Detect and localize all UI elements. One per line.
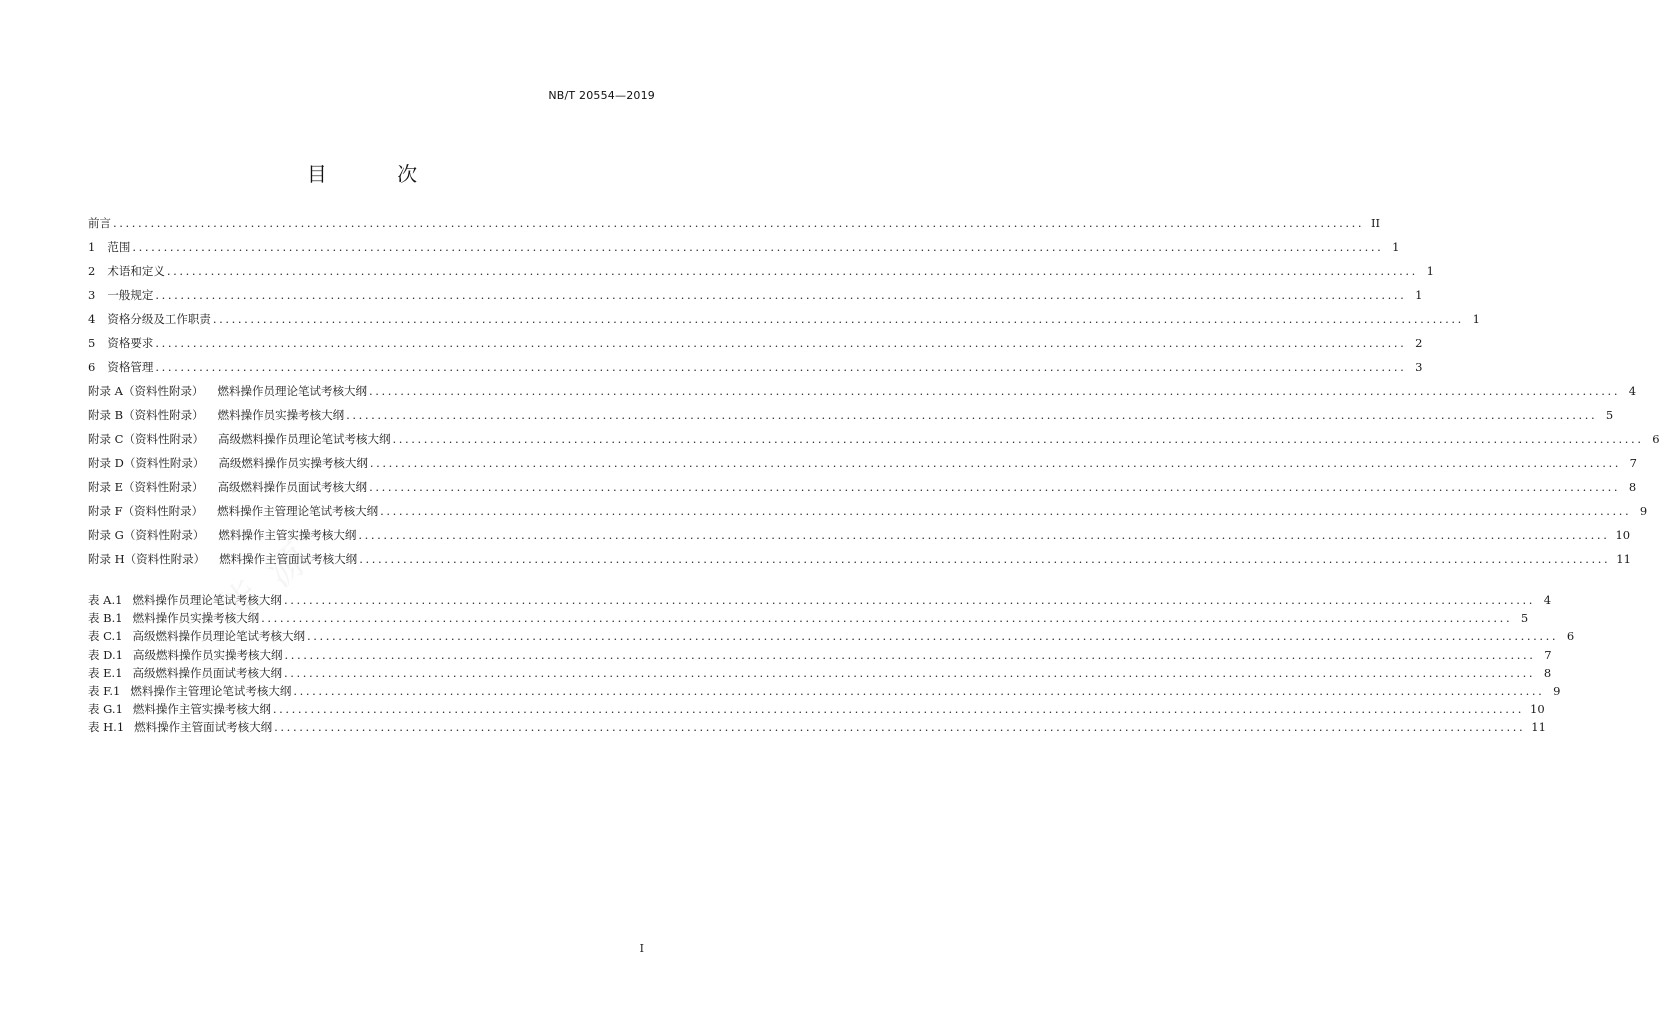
document-code: NB/T 20554—2019 [548,89,655,102]
toc-entry-label: 前言 [88,216,111,230]
table-entry-number: 表 C.1 [88,629,123,644]
toc-entry-6[interactable] [88,360,1423,384]
toc-entry-label: 高级燃料操作员实操考核大纲 [218,456,368,470]
toc-entry-appendix-e[interactable] [88,480,1637,504]
table-entry-number: 表 G.1 [88,702,123,717]
toc-entry-page: 11 [1616,552,1631,566]
table-entry-label: 高级燃料操作员实操考核大纲 [132,647,283,662]
toc-entry-label: 术语和定义 [107,264,165,278]
toc-entry-3[interactable] [88,288,1423,312]
table-entry-c1[interactable] [88,629,1575,647]
toc-entry-label: 资格分级及工作职责 [107,312,211,326]
toc-entry-number: 4 [88,312,96,326]
toc-entry-4[interactable] [88,312,1480,336]
table-entry-g1[interactable] [88,702,1545,720]
toc-entry-appendix-c[interactable] [88,432,1660,456]
toc-entry-label: 范围 [107,240,131,254]
page-title: 目 次 [306,162,450,186]
toc-entry-page: II [1371,216,1381,230]
toc-entry-label: 燃料操作主管实操考核大纲 [218,528,357,542]
toc-entry-1[interactable] [88,240,1400,264]
toc-leader-dots: ........................................................................................................................................................................................................ [284,665,1536,680]
table-entry-label: 燃料操作主管理论笔试考核大纲 [130,683,292,698]
toc-main-list [88,216,1660,576]
toc-entry-page: 1 [1415,288,1423,302]
toc-entry-page: 10 [1615,528,1631,542]
toc-entry-page: 5 [1605,408,1614,422]
toc-leader-dots: ........................................................................................................................................................................................................ [166,264,1418,278]
toc-leader-dots: ........................................................................................................................................................................................................ [369,480,1621,494]
toc-leader-dots: ........................................................................................................................................................................................................ [380,504,1632,518]
toc-entry-label: 高级燃料操作员理论笔试考核大纲 [217,432,391,446]
toc-leader-dots: ........................................................................................................................................................................................................ [358,528,1610,542]
table-entry-number: 表 A.1 [88,593,123,607]
toc-entry-page: 7 [1629,456,1637,470]
table-entry-label: 高级燃料操作员理论笔试考核大纲 [132,629,306,644]
table-entry-page: 10 [1530,702,1545,717]
toc-entry-number: 附录 B（资料性附录） [88,408,204,422]
toc-entry-number: 附录 F（资料性附录） [88,504,204,518]
table-entry-number: 表 B.1 [88,611,123,626]
toc-leader-dots: ........................................................................................................................................................................................................ [155,288,1407,302]
toc-entry-number: 2 [88,264,96,278]
toc-entry-page: 3 [1415,360,1423,374]
toc-entry-label: 燃料操作员实操考核大纲 [217,408,345,422]
toc-entry-number: 附录 A（资料性附录） [88,384,204,398]
toc-entry-2[interactable] [88,264,1434,288]
toc-entry-number: 附录 E（资料性附录） [88,480,204,494]
toc-entry-appendix-d[interactable] [88,456,1637,480]
toc-entry-page: 1 [1426,264,1434,278]
toc-entry-page: 2 [1415,336,1423,350]
table-entry-page: 11 [1531,720,1546,735]
table-entry-number: 表 E.1 [88,665,123,680]
toc-entry-page: 9 [1639,504,1648,518]
toc-leader-dots: ........................................................................................................................................................................................................ [307,629,1559,644]
toc-leader-dots: ........................................................................................................................................................................................................ [272,702,1525,717]
toc-entry-label: 燃料操作主管面试考核大纲 [219,552,358,566]
toc-entry-label: 一般规定 [107,288,154,302]
toc-entry-number: 附录 H（资料性附录） [88,552,206,566]
footer-page-number: I [639,942,644,955]
toc-leader-dots: ........................................................................................................................................................................................................ [132,240,1384,254]
toc-entry-page: 6 [1652,432,1660,446]
table-entry-e1[interactable] [88,665,1552,684]
table-entry-a1[interactable] [88,593,1552,611]
table-entry-b1[interactable] [88,611,1529,629]
toc-entry-page: 4 [1628,384,1637,398]
table-entry-page: 5 [1520,611,1529,626]
table-entry-page: 7 [1544,647,1552,662]
table-entry-label: 燃料操作员理论笔试考核大纲 [132,593,282,607]
table-entry-label: 高级燃料操作员面试考核大纲 [132,665,283,680]
toc-entry-number: 附录 D（资料性附录） [88,456,205,470]
toc-entry-appendix-a[interactable] [88,384,1637,408]
toc-entry-page: 1 [1392,240,1400,254]
toc-leader-dots: ........................................................................................................................................................................................................ [346,408,1598,422]
toc-entry-number: 3 [88,288,96,302]
toc-entry-label: 燃料操作主管理论笔试考核大纲 [217,504,379,518]
toc-entry-label: 燃料操作员理论笔试考核大纲 [217,384,367,398]
table-entry-label: 燃料操作员实操考核大纲 [132,611,260,626]
toc-entry-number: 附录 C（资料性附录） [88,432,204,446]
toc-leader-dots: ........................................................................................................................................................................................................ [274,720,1526,735]
toc-leader-dots: ........................................................................................................................................................................................................ [261,611,1513,626]
toc-entry-5[interactable] [88,336,1423,360]
toc-leader-dots: ........................................................................................................................................................................................................ [368,384,1621,398]
toc-entry-appendix-g[interactable] [88,528,1631,552]
toc-entry-number: 1 [88,240,96,254]
toc-entry-appendix-b[interactable] [88,408,1614,432]
toc-leader-dots: ........................................................................................................................................................................................................ [283,593,1536,607]
table-entry-label: 燃料操作主管面试考核大纲 [134,720,273,735]
table-entry-d1[interactable] [88,647,1552,666]
toc-leader-dots: ........................................................................................................................................................................................................ [113,216,1365,230]
table-entry-page: 8 [1543,665,1552,680]
toc-leader-dots: ........................................................................................................................................................................................................ [284,647,1536,662]
toc-leader-dots: ........................................................................................................................................................................................................ [359,552,1611,566]
toc-entry-label: 资格管理 [107,360,154,374]
toc-leader-dots: ........................................................................................................................................................................................................ [392,432,1644,446]
toc-entry-number: 5 [88,336,96,350]
toc-entry-number: 6 [88,360,96,374]
table-entry-number: 表 D.1 [88,647,123,662]
toc-entry-appendix-f[interactable] [88,504,1648,528]
table-entry-page: 4 [1543,593,1552,607]
table-entry-number: 表 H.1 [88,720,125,735]
toc-entry-foreword[interactable] [88,216,1381,240]
table-entry-label: 燃料操作主管实操考核大纲 [132,702,271,717]
toc-entry-page: 8 [1628,480,1637,494]
table-entry-f1[interactable] [88,683,1561,702]
toc-entry-page: 1 [1472,312,1480,326]
toc-leader-dots: ........................................................................................................................................................................................................ [369,456,1621,470]
toc-leader-dots: ........................................................................................................................................................................................................ [155,336,1407,350]
table-entry-page: 6 [1566,629,1575,644]
table-entry-h1[interactable] [88,720,1546,738]
toc-leader-dots: ........................................................................................................................................................................................................ [212,312,1464,326]
table-entry-number: 表 F.1 [88,683,121,698]
toc-entry-number: 附录 G（资料性附录） [88,528,205,542]
toc-entry-label: 资格要求 [107,336,154,350]
toc-tables-list [88,593,1575,739]
toc-entry-appendix-h[interactable] [88,552,1631,576]
toc-leader-dots: ........................................................................................................................................................................................................ [293,683,1545,698]
table-entry-page: 9 [1553,683,1561,698]
toc-leader-dots: ........................................................................................................................................................................................................ [155,360,1407,374]
toc-entry-label: 高级燃料操作员面试考核大纲 [217,480,368,494]
